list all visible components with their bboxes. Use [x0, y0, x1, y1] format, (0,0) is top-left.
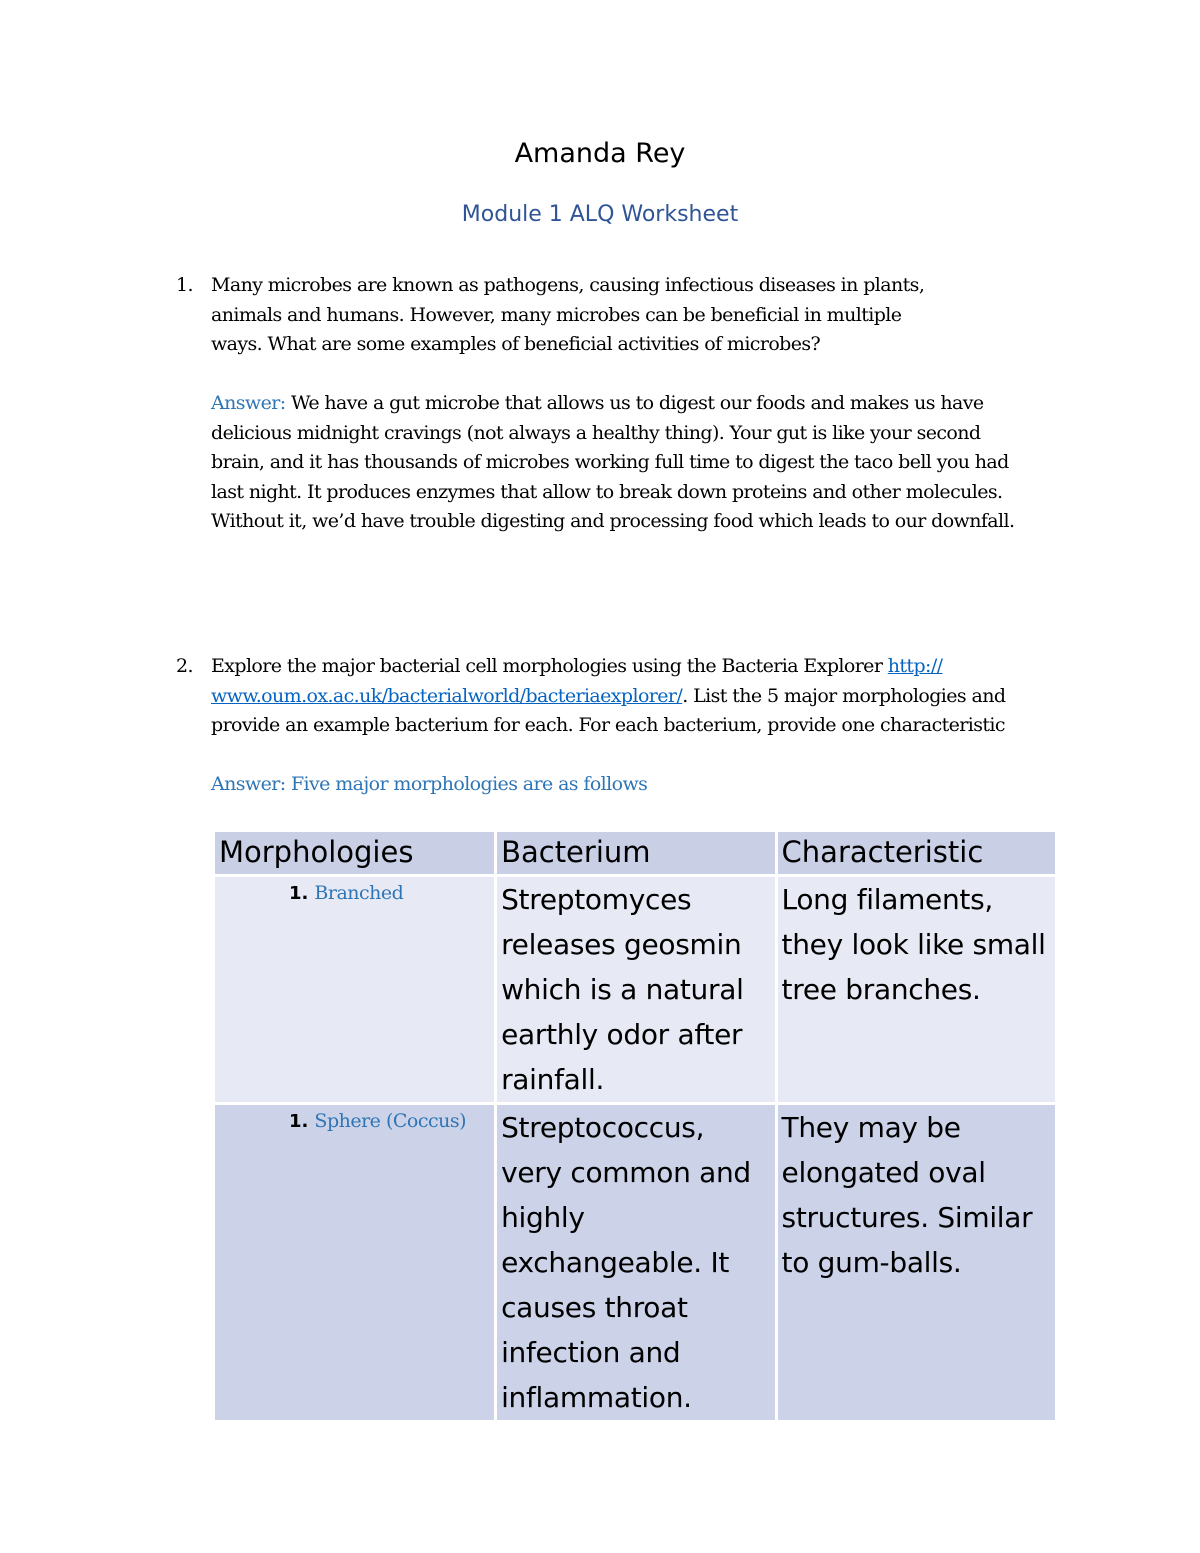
- question-text: . List the 5 major morphologies and: [682, 684, 1006, 707]
- characteristic-cell: Long filaments, they look like small tree branches.: [778, 877, 1055, 1102]
- question-text-line: [211, 682, 1076, 712]
- characteristic-cell: They may be elongated oval structures. Similar to gum-balls.: [778, 1105, 1055, 1420]
- answer-text-line: brain, and it has thousands of microbes working full time to digest the taco bell you had: [211, 451, 1009, 473]
- bacterium-cell: Streptococcus, very common and highly exchangeable. It causes throat infection and inflammation.: [497, 1105, 774, 1420]
- answer-line: Answer: Five major morphologies are as follows: [211, 773, 648, 795]
- answer-label: Answer:: [211, 392, 286, 414]
- document-title: Module 1 ALQ Worksheet: [461, 202, 739, 227]
- answer-line: [211, 389, 1076, 419]
- morphology-table: [212, 829, 1058, 1423]
- answer-text-line: delicious midnight cravings (not always a healthy thing). Your gut is like your second: [211, 421, 981, 444]
- table-row: [215, 877, 1055, 1102]
- answer-text-line: last night. It produces enzymes that allow to break down proteins and other molecules.: [211, 480, 1003, 503]
- question-text-line: provide an example bacterium for each. For each bacterium, provide one characteristic: [211, 714, 1005, 736]
- morphology-cell: [215, 1105, 494, 1420]
- morphology-name: Sphere (Coccus): [314, 1110, 467, 1132]
- question-number: 1.: [176, 274, 193, 296]
- morphology-item: [219, 877, 490, 910]
- morphology-cell: [215, 877, 494, 1102]
- list-number: 1.: [289, 883, 309, 904]
- question-1: [176, 271, 1076, 537]
- author-name: Amanda Rey: [514, 138, 686, 169]
- question-number: 2.: [176, 655, 193, 677]
- header-characteristic: Characteristic: [778, 832, 1055, 874]
- question-text-line: [211, 652, 1076, 682]
- morphology-name: Branched: [314, 882, 404, 904]
- bacteria-explorer-link-url[interactable]: www.oum.ox.ac.uk/bacterialworld/bacteriaexplorer/: [211, 684, 683, 707]
- header-bacterium: Bacterium: [497, 832, 774, 874]
- answer-text: We have a gut microbe that allows us to digest our foods and makes us have: [285, 392, 984, 414]
- question-text: Explore the major bacterial cell morphologies using the Bacteria Explorer: [211, 655, 888, 677]
- morphology-item: [219, 1105, 490, 1138]
- question-text-line: ways. What are some examples of beneficial activities of microbes?: [211, 333, 821, 355]
- bacterium-cell: Streptomyces releases geosmin which is a natural earthly odor after rainfall.: [497, 877, 774, 1102]
- table-row: [215, 1105, 1055, 1420]
- answer-text-line: Without it, we’d have trouble digesting and processing food which leads to our downfall.: [211, 510, 1015, 532]
- question-2: [176, 652, 1076, 800]
- header-morphologies: Morphologies: [215, 832, 494, 874]
- question-text-line: animals and humans. However, many microbes can be beneficial in multiple: [211, 303, 902, 326]
- question-text-line: Many microbes are known as pathogens, causing infectious diseases in plants,: [211, 274, 925, 296]
- bacteria-explorer-link[interactable]: http://: [887, 655, 943, 677]
- list-number: 1.: [289, 1111, 309, 1132]
- table-header-row: [215, 832, 1055, 874]
